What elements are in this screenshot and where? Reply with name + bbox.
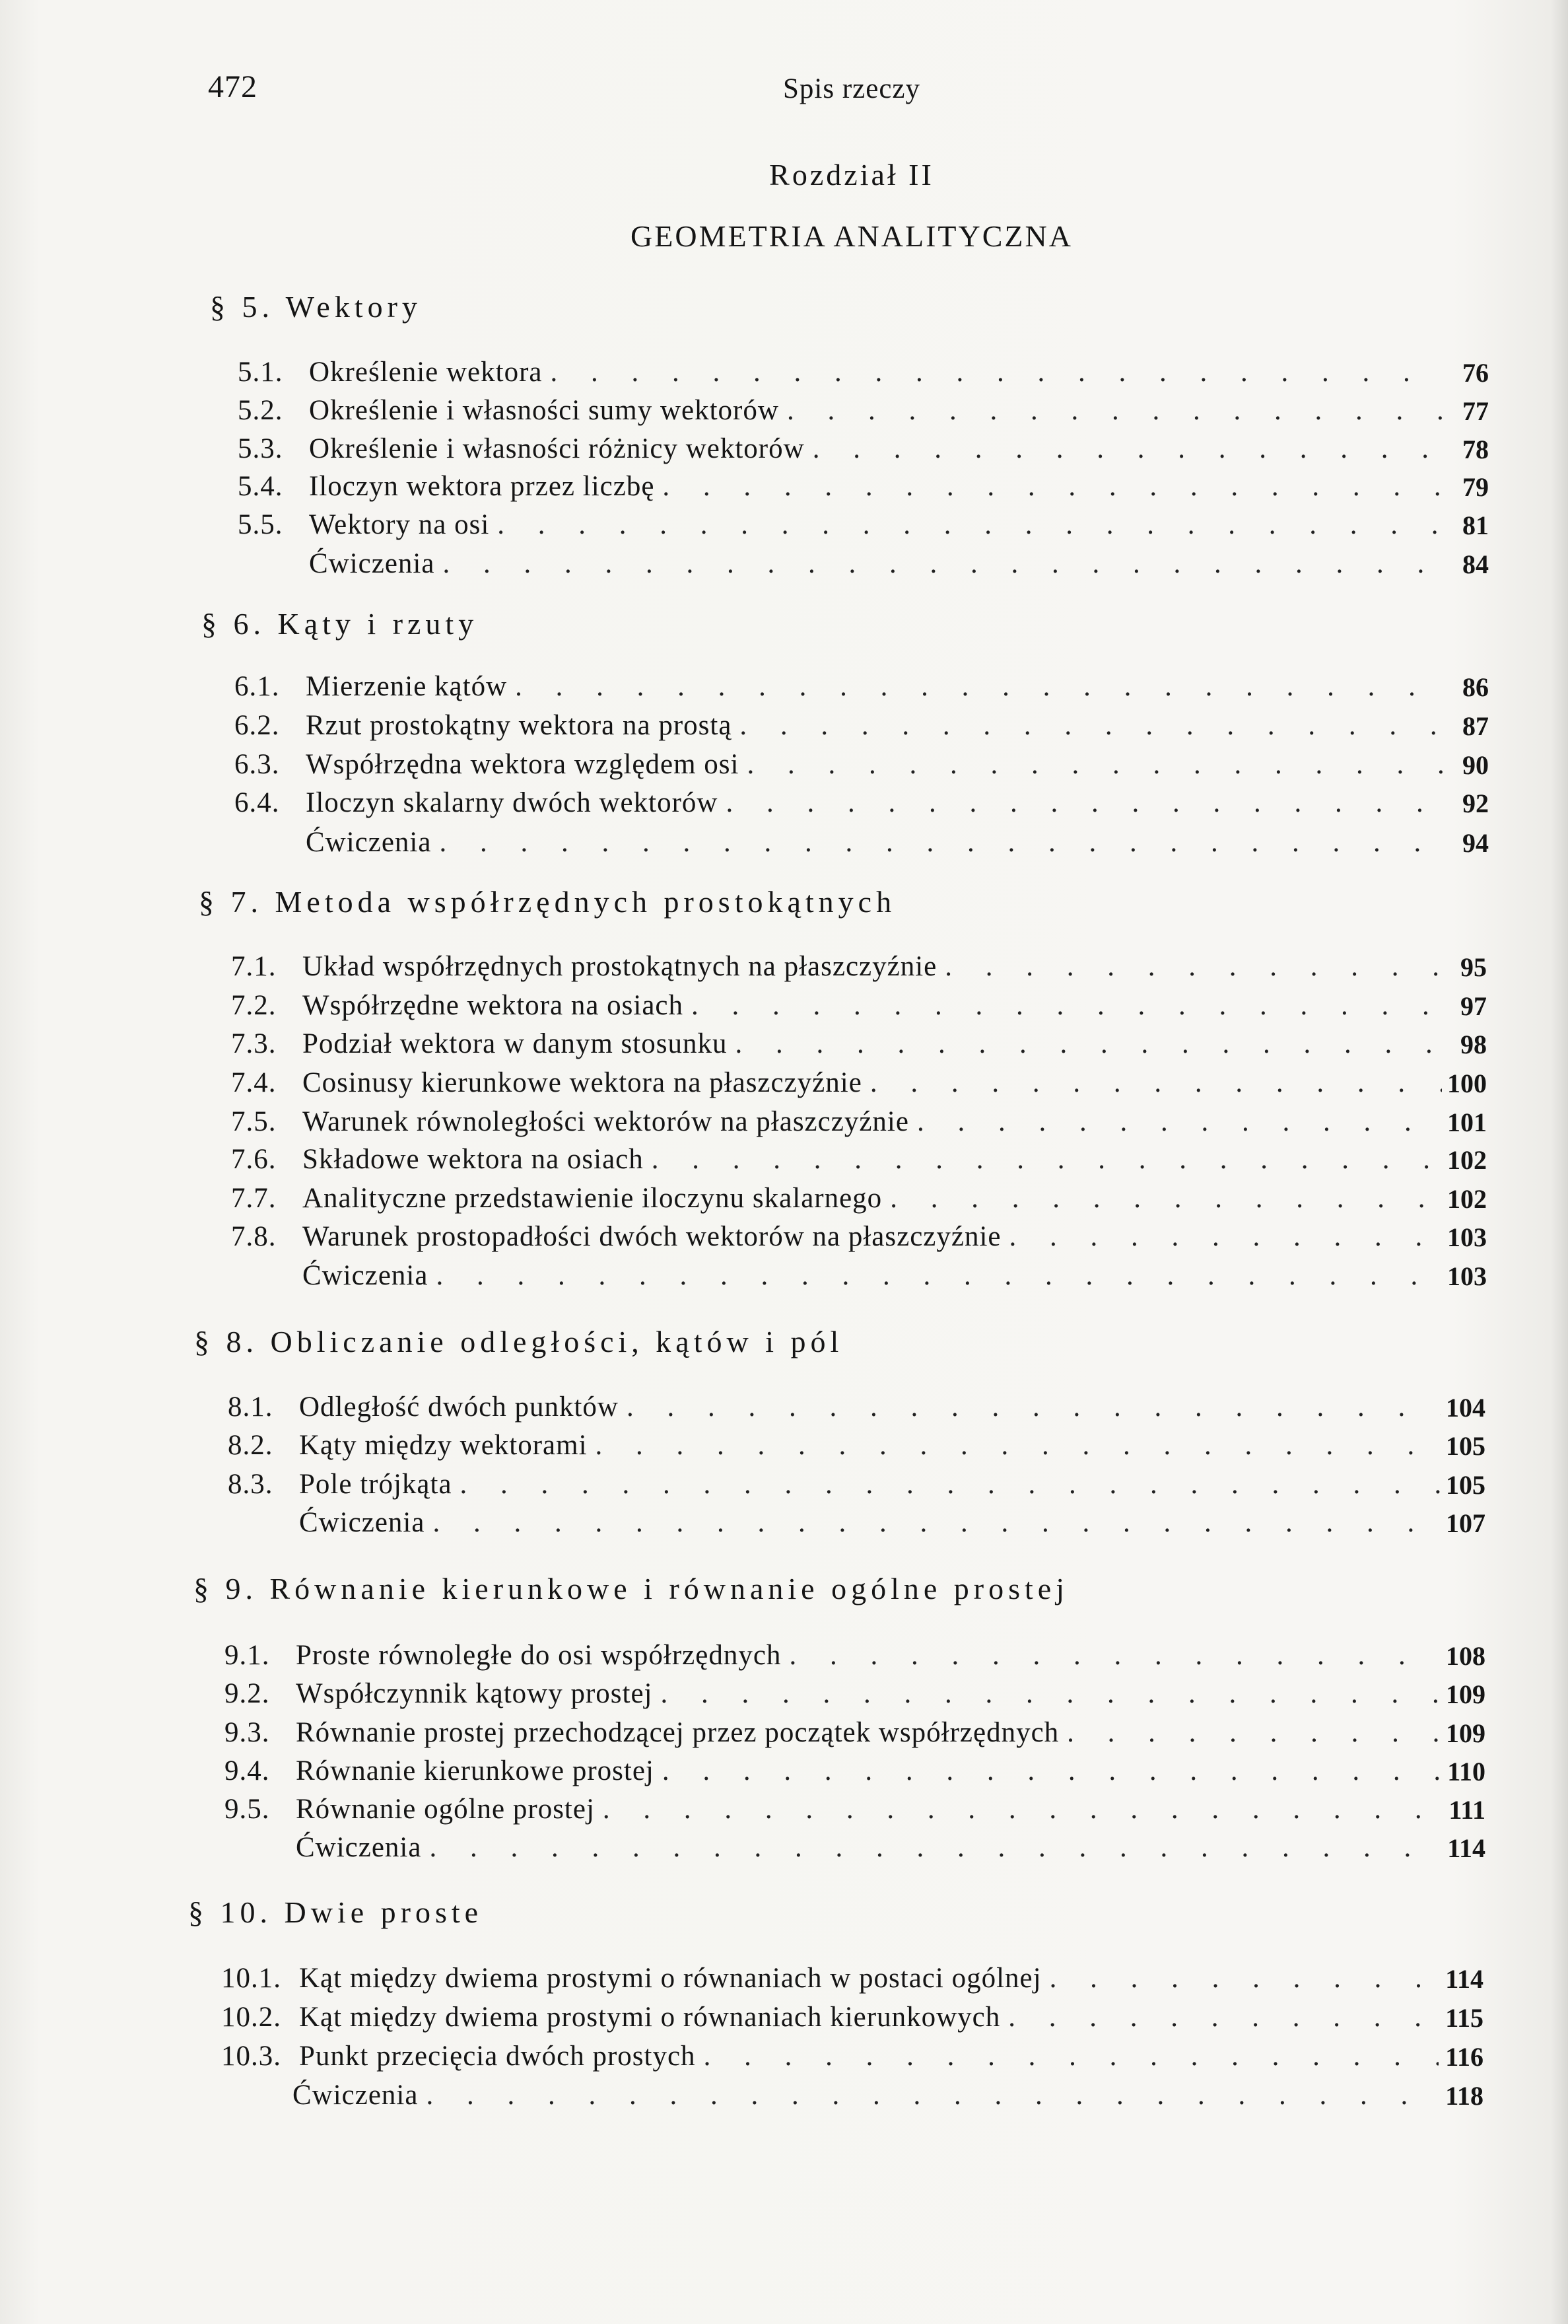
dot-leader — [747, 748, 1444, 781]
dot-leader — [726, 787, 1444, 819]
dot-leader — [426, 2079, 1439, 2111]
entry-page-number: 102 — [1447, 1184, 1487, 1214]
section-heading: § 7. Metoda współrzędnych prostokątnych — [199, 885, 897, 919]
section-heading: § 6. Kąty i rzuty — [201, 607, 479, 641]
dot-leader — [739, 709, 1444, 742]
chapter-label: Rozdział II — [769, 158, 934, 192]
entry-page-number: 79 — [1462, 472, 1489, 502]
toc-entry — [238, 503, 1489, 541]
entry-number: 9.3. — [224, 1717, 270, 1748]
toc-exercises-entry — [228, 1500, 1485, 1539]
dot-leader — [627, 1391, 1441, 1423]
entry-title: Ćwiczenia — [292, 2080, 419, 2111]
entry-page-number: 104 — [1446, 1393, 1485, 1423]
entry-number: 10.3. — [221, 2041, 281, 2072]
entry-page-number: 97 — [1460, 991, 1487, 1021]
entry-page-number: 90 — [1462, 750, 1489, 780]
entry-title: Analityczne przedstawienie iloczynu skalarnego — [302, 1183, 883, 1214]
entry-number: 7.3. — [231, 1028, 277, 1059]
dot-leader — [1008, 2001, 1439, 2033]
entry-title: Rzut prostokątny wektora na prostą — [306, 710, 732, 741]
dot-leader — [432, 1506, 1441, 1539]
dot-leader — [596, 1429, 1441, 1461]
toc-entry — [238, 464, 1489, 503]
entry-number: 9.1. — [224, 1640, 270, 1671]
entry-title: Równanie prostej przechodzącej przez początek współrzędnych — [296, 1717, 1060, 1748]
entry-number: 5.5. — [238, 509, 283, 540]
toc-entry — [231, 1022, 1487, 1060]
entry-page-number: 109 — [1446, 1679, 1485, 1709]
entry-title: Cosinusy kierunkowe wektora na płaszczyźnie — [302, 1067, 862, 1098]
dot-leader — [652, 1143, 1442, 1176]
dot-leader — [870, 1067, 1442, 1099]
dot-leader — [515, 670, 1444, 703]
dot-leader — [429, 1831, 1441, 1864]
entry-number: 6.2. — [234, 710, 280, 741]
entry-number: 9.2. — [224, 1678, 270, 1709]
entry-number: 5.1. — [238, 357, 283, 388]
toc-entry — [231, 1176, 1487, 1215]
entry-page-number: 98 — [1460, 1030, 1487, 1059]
entry-page-number: 103 — [1447, 1222, 1487, 1252]
entry-title: Określenie i własności sumy wektorów — [309, 395, 779, 426]
entry-title: Iloczyn wektora przez liczbę — [309, 471, 655, 502]
entry-page-number: 108 — [1446, 1641, 1485, 1671]
entry-title: Podział wektora w danym stosunku — [302, 1028, 728, 1059]
entry-page-number: 95 — [1460, 952, 1487, 982]
entry-page-number: 84 — [1462, 549, 1489, 579]
entry-page-number: 105 — [1446, 1431, 1485, 1461]
entry-page-number: 118 — [1445, 2081, 1483, 2111]
entry-title: Współrzędne wektora na osiach — [302, 990, 684, 1021]
entry-number: 5.2. — [238, 395, 283, 426]
toc-entry — [224, 1749, 1485, 1787]
page-number: 472 — [208, 69, 257, 104]
dot-leader — [442, 547, 1444, 580]
dot-leader — [460, 1468, 1441, 1500]
entry-page-number: 100 — [1447, 1069, 1487, 1098]
entry-page-number: 109 — [1446, 1718, 1485, 1748]
entry-page-number: 103 — [1447, 1261, 1487, 1291]
entry-number: 7.8. — [231, 1221, 277, 1252]
toc-entry — [221, 1956, 1483, 1994]
entry-number: 7.6. — [231, 1144, 277, 1175]
dot-leader — [662, 1755, 1441, 1787]
entry-page-number: 114 — [1447, 1833, 1485, 1863]
toc-entry — [231, 1061, 1487, 1099]
entry-title: Warunek prostopadłości dwóch wektorów na płaszczyźnie — [302, 1221, 1002, 1252]
dot-leader — [439, 826, 1444, 859]
toc-entry — [221, 1995, 1483, 2033]
entry-number: 5.3. — [238, 433, 283, 464]
entry-page-number: 116 — [1445, 2042, 1483, 2072]
entry-page-number: 110 — [1447, 1757, 1485, 1786]
toc-entry — [234, 781, 1489, 819]
entry-page-number: 78 — [1462, 435, 1489, 464]
toc-entry — [228, 1423, 1485, 1461]
dot-leader — [551, 356, 1445, 388]
dot-leader — [735, 1028, 1442, 1060]
toc-entry — [234, 742, 1489, 781]
toc-exercises-entry — [234, 820, 1489, 859]
entry-page-number: 94 — [1462, 828, 1489, 858]
toc-exercises-entry — [224, 1825, 1485, 1864]
entry-page-number: 115 — [1445, 2003, 1483, 2033]
toc-entry — [231, 983, 1487, 1022]
entry-title: Współczynnik kątowy prostej — [296, 1678, 653, 1709]
section-heading: § 10. Dwie proste — [188, 1895, 483, 1929]
toc-exercises-entry — [231, 1253, 1487, 1292]
entry-page-number: 107 — [1446, 1508, 1485, 1538]
entry-page-number: 76 — [1462, 358, 1489, 388]
entry-number: 6.1. — [234, 671, 280, 702]
toc-entry — [234, 703, 1489, 742]
entry-title: Określenie wektora — [309, 357, 543, 388]
running-title: Spis rzeczy — [782, 73, 920, 104]
toc-entry — [221, 2034, 1483, 2072]
entry-title: Współrzędna wektora względem osi — [306, 749, 739, 780]
entry-number: 7.7. — [231, 1183, 277, 1214]
toc-entry — [238, 388, 1489, 427]
dot-leader — [1050, 1962, 1439, 1994]
entry-title: Iloczyn skalarny dwóch wektorów — [306, 787, 718, 818]
entry-title: Ćwiczenia — [302, 1260, 428, 1291]
dot-leader — [813, 433, 1444, 465]
entry-number: 7.4. — [231, 1067, 277, 1098]
toc-entry — [224, 1710, 1485, 1749]
entry-number: 8.3. — [228, 1469, 273, 1500]
dot-leader — [890, 1182, 1442, 1215]
entry-title: Punkt przecięcia dwóch prostych — [299, 2041, 696, 2072]
entry-title: Układ współrzędnych prostokątnych na płaszczyźnie — [302, 951, 937, 982]
entry-title: Ćwiczenia — [306, 827, 432, 858]
entry-page-number: 92 — [1462, 789, 1489, 818]
entry-title: Równanie ogólne prostej — [296, 1794, 595, 1825]
entry-title: Warunek równoległości wektorów na płaszczyźnie — [302, 1106, 909, 1137]
section-heading: § 9. Równanie kierunkowe i równanie ogólne prostej — [193, 1572, 1069, 1605]
entry-number: 9.5. — [224, 1794, 270, 1825]
dot-leader — [603, 1793, 1441, 1825]
dot-leader — [917, 1106, 1442, 1138]
entry-title: Kąt między dwiema prostymi o równaniach w postaci ogólnej — [299, 1963, 1042, 1994]
toc-entry — [224, 1633, 1485, 1672]
toc-entry — [228, 1385, 1485, 1423]
entry-number: 6.4. — [234, 787, 280, 818]
entry-number: 8.1. — [228, 1391, 273, 1423]
entry-page-number: 81 — [1462, 511, 1489, 540]
entry-title: Ćwiczenia — [309, 548, 435, 579]
entry-title: Określenie i własności różnicy wektorów — [309, 433, 805, 464]
entry-title: Składowe wektora na osiach — [302, 1144, 644, 1175]
entry-number: 10.1. — [221, 1963, 281, 1994]
dot-leader — [704, 2040, 1439, 2072]
entry-page-number: 111 — [1449, 1795, 1485, 1825]
entry-title: Wektory na osi — [309, 509, 490, 540]
entry-number: 8.2. — [228, 1430, 273, 1461]
entry-title: Równanie kierunkowe prostej — [296, 1755, 654, 1786]
entry-page-number: 101 — [1447, 1108, 1487, 1137]
toc-entry — [238, 427, 1489, 465]
entry-number: 7.1. — [231, 951, 277, 982]
entry-title: Kąty między wektorami — [299, 1430, 588, 1461]
entry-title: Ćwiczenia — [296, 1832, 422, 1863]
entry-page-number: 87 — [1462, 711, 1489, 741]
section-heading: § 8. Obliczanie odległości, kątów i pól — [194, 1325, 844, 1358]
entry-title: Ćwiczenia — [299, 1507, 425, 1538]
entry-number: 6.3. — [234, 749, 280, 780]
chapter-title: GEOMETRIA ANALITYCZNA — [631, 219, 1073, 253]
toc-exercises-entry — [238, 542, 1489, 580]
entry-page-number: 105 — [1446, 1470, 1485, 1500]
dot-leader — [691, 989, 1442, 1022]
entry-title: Mierzenie kątów — [306, 671, 508, 702]
entry-title: Pole trójkąta — [299, 1469, 452, 1500]
toc-entry — [231, 1215, 1487, 1253]
toc-entry — [231, 944, 1487, 983]
page-header — [208, 69, 1495, 115]
section-heading: § 5. Wektory — [210, 290, 422, 324]
toc-entry — [231, 1137, 1487, 1176]
entry-title: Kąt między dwiema prostymi o równaniach kierunkowych — [299, 2002, 1001, 2033]
dot-leader — [787, 394, 1444, 427]
toc-entry — [238, 350, 1489, 388]
entry-number: 5.4. — [238, 471, 283, 502]
entry-number: 7.2. — [231, 990, 277, 1021]
entry-title: Odległość dwóch punktów — [299, 1391, 619, 1423]
entry-page-number: 102 — [1447, 1145, 1487, 1175]
dot-leader — [1009, 1220, 1442, 1253]
entry-number: 10.2. — [221, 2002, 281, 2033]
entry-page-number: 86 — [1462, 672, 1489, 702]
dot-leader — [662, 470, 1444, 503]
entry-title: Proste równoległe do osi współrzędnych — [296, 1640, 782, 1671]
dot-leader — [945, 950, 1442, 983]
dot-leader — [436, 1259, 1442, 1292]
dot-leader — [1067, 1716, 1441, 1749]
toc-exercises-entry — [221, 2073, 1483, 2111]
entry-number: 7.5. — [231, 1106, 277, 1137]
entry-page-number: 114 — [1445, 1964, 1483, 1994]
dot-leader — [497, 509, 1444, 541]
toc-entry — [234, 664, 1489, 703]
dot-leader — [789, 1639, 1441, 1672]
entry-page-number: 77 — [1462, 396, 1489, 426]
toc-entry — [228, 1462, 1485, 1500]
toc-entry — [231, 1100, 1487, 1138]
entry-number: 9.4. — [224, 1755, 270, 1786]
dot-leader — [661, 1677, 1441, 1710]
toc-entry — [224, 1787, 1485, 1825]
toc-entry — [224, 1672, 1485, 1710]
